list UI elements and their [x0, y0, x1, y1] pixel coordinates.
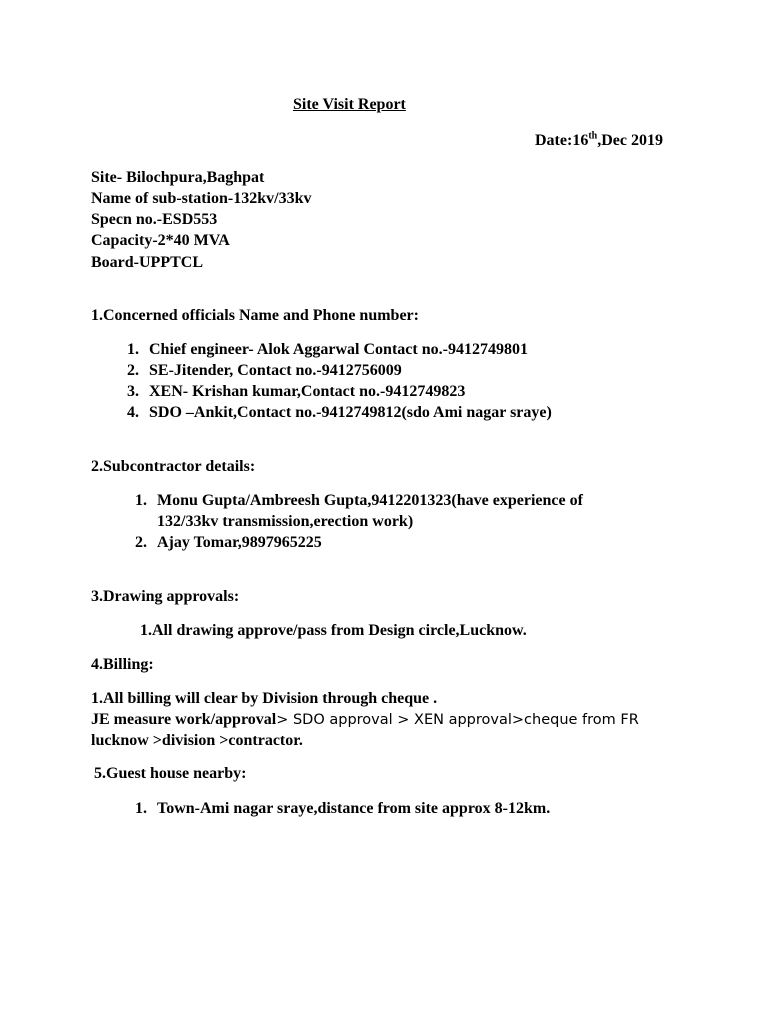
- list-number: 2.: [135, 534, 147, 551]
- official-item: [127, 361, 402, 381]
- subcontractor-item: [135, 491, 583, 511]
- date-superscript: th: [588, 130, 598, 142]
- subcontractor-item-continuation: 132/33kv transmission,erection work): [157, 513, 414, 530]
- official-text: SDO –Ankit,Contact no.-9412749812(sdo Ami nagar sraye): [149, 404, 552, 421]
- list-number: 3.: [127, 383, 139, 400]
- billing-text-light: > SDO approval > XEN approval>cheque from FR: [276, 712, 639, 728]
- official-text: XEN- Krishan kumar,Contact no.-9412749823: [149, 383, 466, 400]
- board-line: Board-UPPTCL: [91, 254, 203, 271]
- subcontractor-heading: 2.Subcontractor details:: [91, 458, 256, 475]
- official-text: SE-Jitender, Contact no.-9412756009: [149, 362, 402, 379]
- capacity-line: Capacity-2*40 MVA: [91, 232, 230, 249]
- list-number: 1.: [127, 341, 139, 358]
- date-prefix: Date:16: [535, 132, 589, 149]
- billing-text-bold: JE measure work/approval: [91, 711, 277, 728]
- list-number: 1.: [135, 800, 147, 817]
- billing-line: 1.All billing will clear by Division through cheque .: [91, 690, 438, 707]
- subcontractor-item: [135, 533, 322, 553]
- site-line: Site- Bilochpura,Baghpat: [91, 169, 265, 186]
- list-number: 4.: [127, 404, 139, 421]
- billing-line: lucknow >division >contractor.: [91, 732, 303, 749]
- billing-heading: 4.Billing:: [91, 656, 154, 673]
- date-suffix: ,Dec 2019: [597, 132, 663, 149]
- subcontractor-text: Ajay Tomar,9897965225: [157, 534, 322, 551]
- list-number: 2.: [127, 362, 139, 379]
- subcontractor-text: Monu Gupta/Ambreesh Gupta,9412201323(have experience of: [157, 492, 583, 509]
- report-title: Site Visit Report: [293, 96, 406, 113]
- official-item: [127, 340, 528, 360]
- substation-line: Name of sub-station-132kv/33kv: [91, 190, 312, 207]
- guest-house-item: [135, 799, 550, 819]
- list-number: 1.: [135, 492, 147, 509]
- billing-line: [91, 710, 639, 730]
- official-item: [127, 382, 465, 402]
- guest-house-heading: 5.Guest house nearby:: [94, 765, 247, 782]
- official-item: [127, 403, 552, 423]
- official-text: Chief engineer- Alok Aggarwal Contact no.-9412749801: [149, 341, 528, 358]
- specn-line: Specn no.-ESD553: [91, 211, 218, 228]
- officials-heading: 1.Concerned officials Name and Phone number:: [91, 307, 419, 324]
- report-date: [535, 131, 663, 151]
- guest-house-text: Town-Ami nagar sraye,distance from site approx 8-12km.: [157, 800, 551, 817]
- drawing-item: 1.All drawing approve/pass from Design circle,Lucknow.: [140, 622, 527, 639]
- drawing-heading: 3.Drawing approvals:: [91, 588, 240, 605]
